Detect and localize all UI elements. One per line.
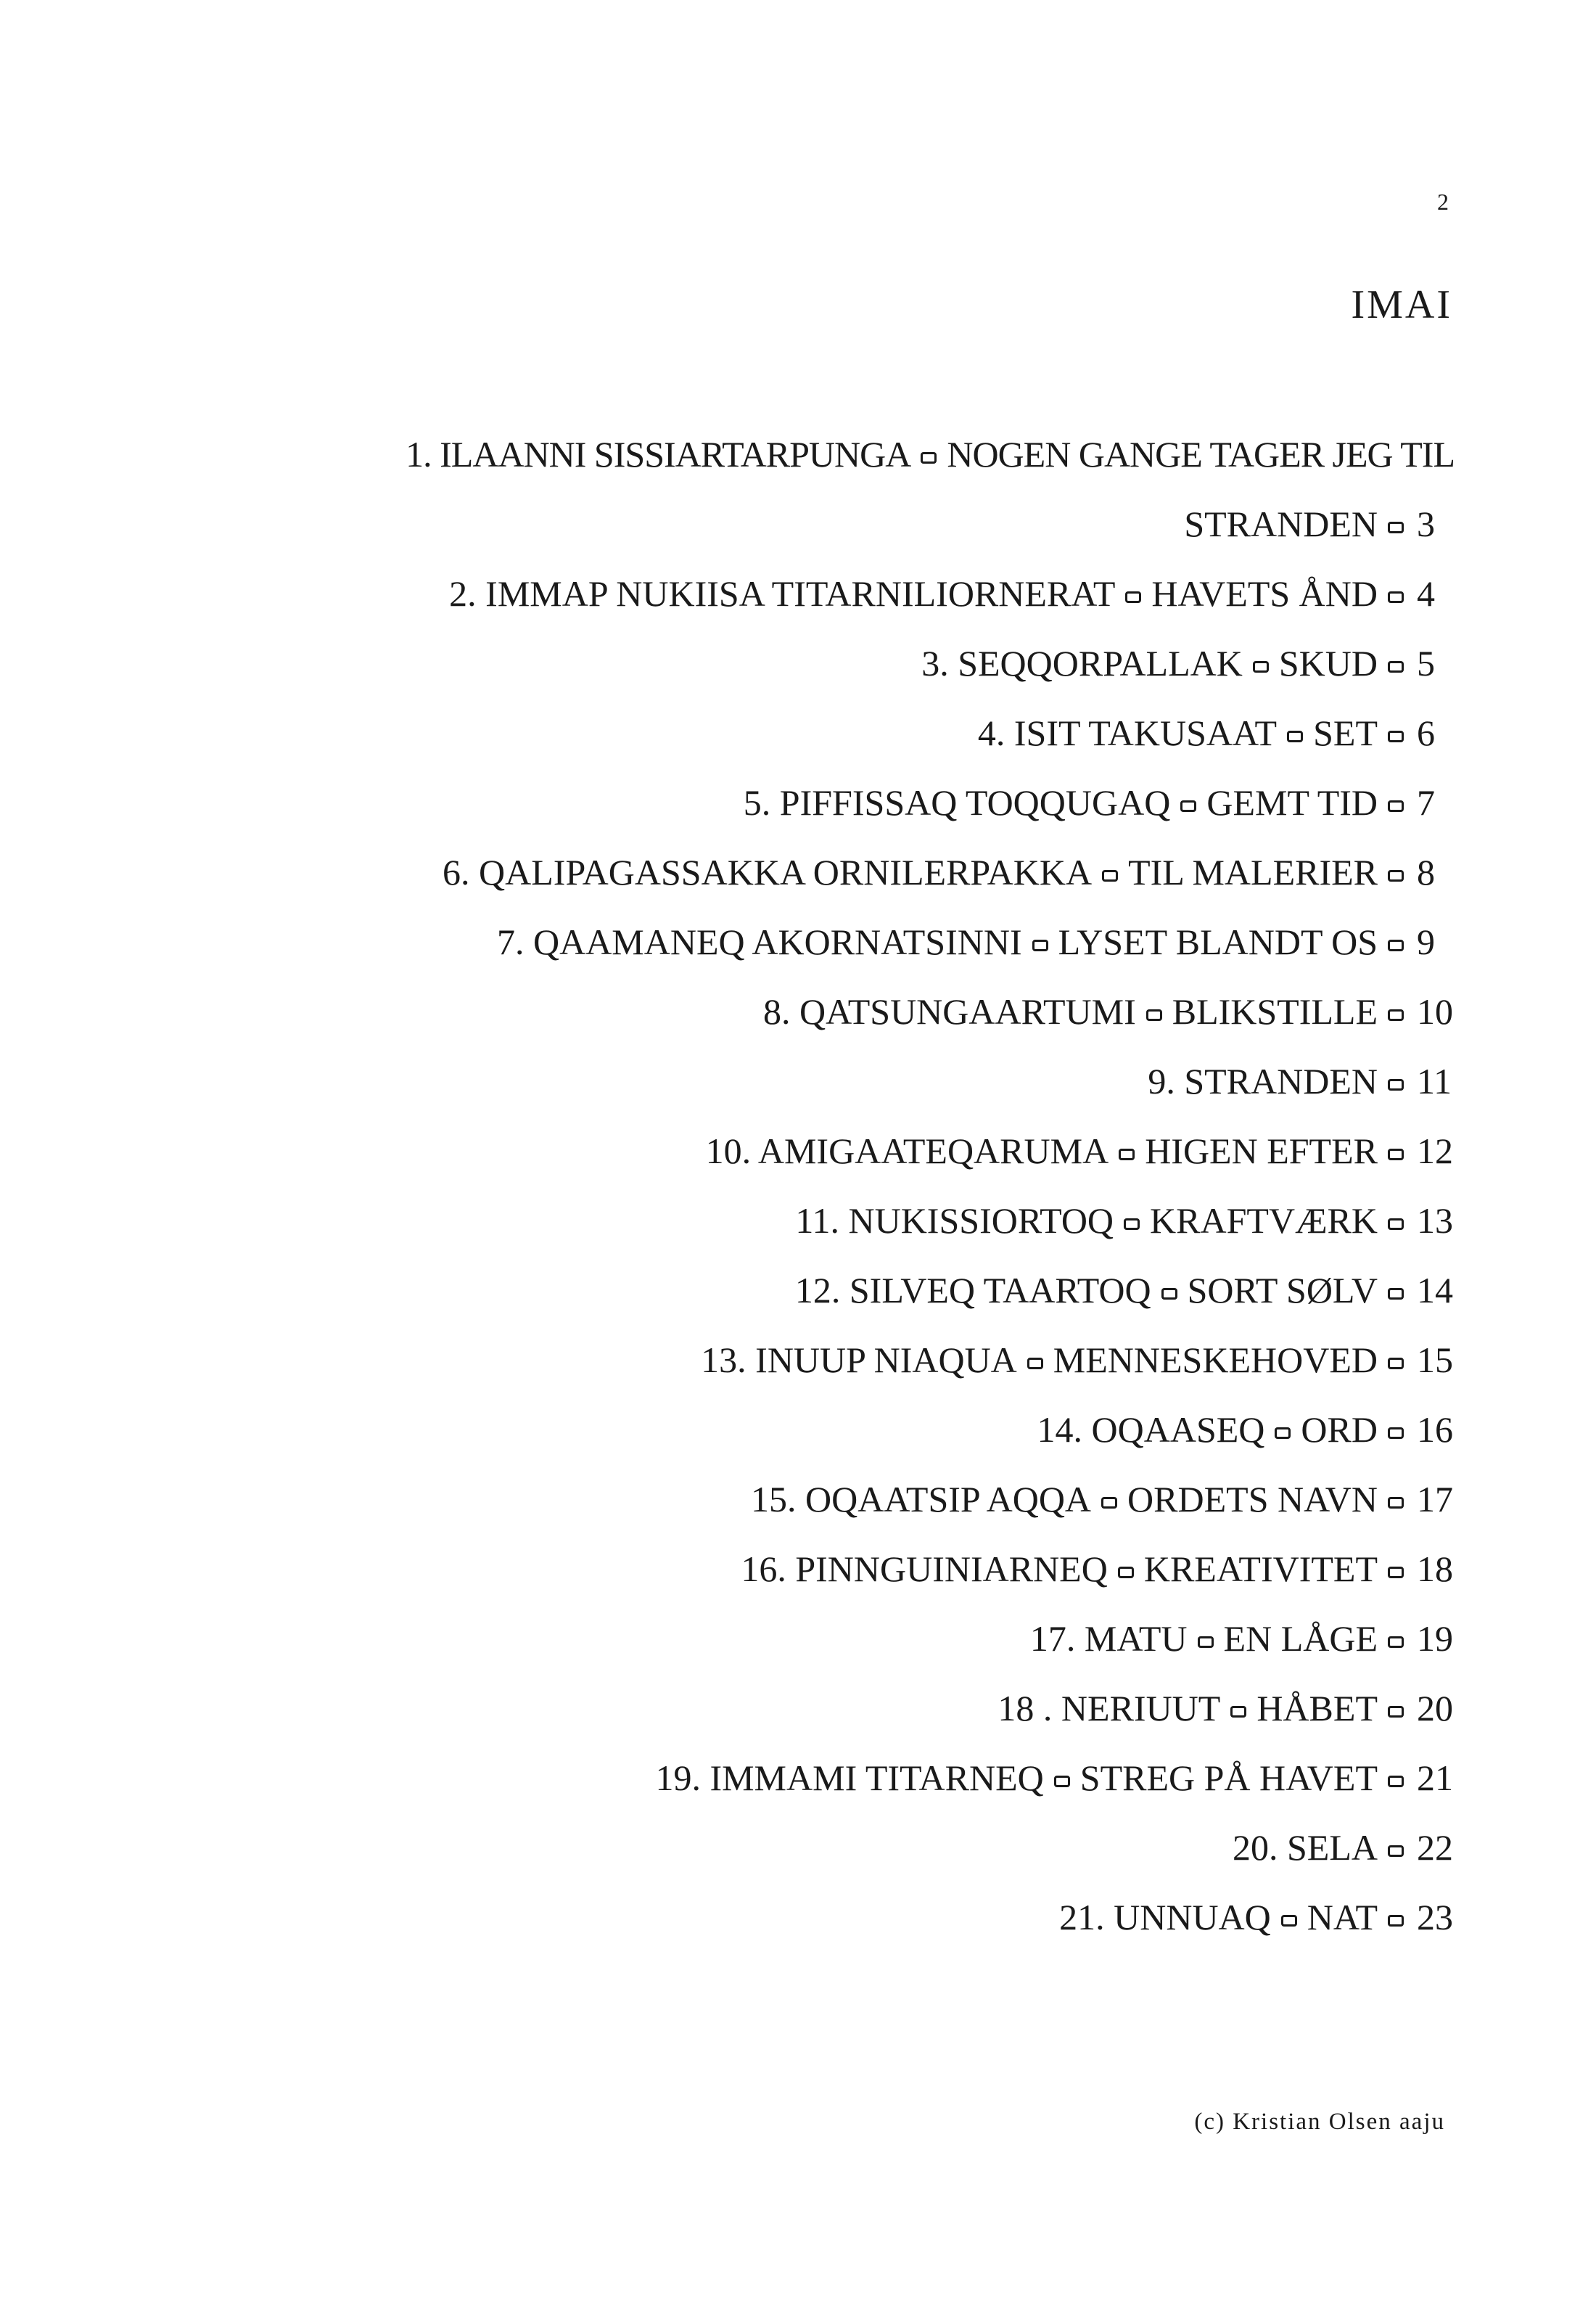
entry-greenlandic-title: INUUP NIAQUA xyxy=(755,1340,1017,1380)
entry-page-number: 22 xyxy=(1417,1827,1453,1868)
entry-danish-title: STREG PÅ HAVET xyxy=(1079,1757,1378,1798)
entry-page-number: 7 xyxy=(1417,782,1435,823)
entry-danish-title: EN LÅGE xyxy=(1223,1618,1378,1659)
entry-page-number: 14 xyxy=(1417,1270,1453,1310)
separator-icon xyxy=(1388,800,1404,812)
entry-number: 2. xyxy=(449,573,477,614)
table-of-contents xyxy=(145,419,1455,1952)
entry-danish-title: MENNESKEHOVED xyxy=(1053,1340,1378,1380)
separator-icon xyxy=(1388,661,1404,673)
entry-number: 19. xyxy=(655,1757,701,1798)
separator-icon xyxy=(1253,661,1269,673)
entry-greenlandic-title: PINNGUINIARNEQ xyxy=(795,1548,1108,1589)
entry-number: 9. xyxy=(1148,1061,1175,1101)
separator-icon xyxy=(1388,1009,1404,1021)
entry-number: 20. xyxy=(1233,1827,1278,1868)
toc-entry-18 xyxy=(145,1673,1455,1743)
separator-icon xyxy=(1388,1915,1404,1927)
entry-danish-title-line2: STRANDEN xyxy=(1184,504,1378,544)
separator-icon xyxy=(1388,1497,1404,1509)
entry-number: 21. xyxy=(1059,1897,1105,1937)
entry-greenlandic-title: MATU xyxy=(1084,1618,1188,1659)
toc-entry-6 xyxy=(145,837,1455,907)
entry-number: 16. xyxy=(741,1548,786,1589)
separator-icon xyxy=(1027,1358,1043,1369)
entry-greenlandic-title: IMMAP NUKIISA TITARNILIORNERAT xyxy=(485,573,1116,614)
entry-greenlandic-title: ISIT TAKUSAAT xyxy=(1013,713,1278,753)
entry-number: 15. xyxy=(751,1479,797,1519)
entry-number: 18 . xyxy=(998,1688,1053,1728)
separator-icon xyxy=(1124,1218,1140,1230)
separator-icon xyxy=(1119,1149,1135,1160)
entry-page-number: 11 xyxy=(1417,1061,1452,1101)
entry-danish-title: SET xyxy=(1313,713,1378,753)
separator-icon xyxy=(1102,870,1118,882)
entry-number: 5. xyxy=(743,782,771,823)
entry-danish-title: HÅBET xyxy=(1256,1688,1378,1728)
entry-danish-title: NAT xyxy=(1307,1897,1378,1937)
toc-entry-12 xyxy=(145,1255,1455,1325)
entry-greenlandic-title: IMMAMI TITARNEQ xyxy=(709,1757,1044,1798)
toc-entry-17 xyxy=(145,1604,1455,1673)
separator-icon xyxy=(1287,731,1303,742)
separator-icon xyxy=(1388,591,1404,603)
toc-entry-1-continued xyxy=(145,489,1455,559)
separator-icon xyxy=(1275,1427,1291,1439)
separator-icon xyxy=(1388,1845,1404,1857)
separator-icon xyxy=(921,452,937,464)
separator-icon xyxy=(1388,1288,1404,1300)
entry-number: 12. xyxy=(794,1270,841,1310)
entry-greenlandic-title: SILVEQ TAARTOQ xyxy=(849,1270,1151,1310)
entry-danish-title: KRAFTVÆRK xyxy=(1150,1200,1378,1241)
toc-entry-9 xyxy=(145,1046,1455,1116)
separator-icon xyxy=(1388,1567,1404,1578)
separator-icon xyxy=(1198,1636,1214,1648)
entry-page-number: 21 xyxy=(1417,1757,1453,1798)
entry-danish-title: HAVETS ÅND xyxy=(1151,573,1378,614)
separator-icon xyxy=(1125,591,1141,603)
entry-number: 11. xyxy=(795,1200,839,1241)
entry-danish-title: LYSET BLANDT OS xyxy=(1058,922,1378,962)
entry-greenlandic-title: ILAANNI SISSIARTARPUNGA xyxy=(440,434,911,475)
toc-entry-7 xyxy=(145,907,1455,977)
entry-number: 10. xyxy=(705,1131,752,1171)
entry-greenlandic-title: OQAATSIP AQQA xyxy=(805,1479,1092,1519)
separator-icon xyxy=(1388,1427,1404,1439)
entry-number: 8. xyxy=(763,991,791,1032)
entry-greenlandic-title: NERIUUT xyxy=(1061,1688,1221,1728)
entry-page-number: 16 xyxy=(1417,1409,1453,1450)
entry-page-number: 17 xyxy=(1417,1479,1453,1519)
entry-page-number: 13 xyxy=(1417,1200,1453,1241)
toc-entry-3 xyxy=(145,628,1455,698)
entry-page-number: 20 xyxy=(1417,1688,1453,1728)
toc-entry-13 xyxy=(145,1325,1455,1395)
toc-entry-20 xyxy=(145,1813,1455,1882)
entry-number: 6. xyxy=(443,852,470,893)
toc-entry-14 xyxy=(145,1395,1455,1464)
entry-number: 1. xyxy=(406,434,432,475)
toc-entry-15 xyxy=(145,1464,1455,1534)
toc-entry-19 xyxy=(145,1743,1455,1813)
separator-icon xyxy=(1161,1288,1177,1300)
separator-icon xyxy=(1032,940,1048,951)
entry-page-number: 5 xyxy=(1417,643,1435,684)
entry-greenlandic-title: UNNUAQ xyxy=(1114,1897,1271,1937)
page-title: IMAI xyxy=(1351,282,1452,327)
separator-icon xyxy=(1388,1079,1404,1091)
entry-page-number: 15 xyxy=(1417,1340,1453,1380)
separator-icon xyxy=(1230,1706,1246,1718)
entry-number: 3. xyxy=(921,643,949,684)
entry-greenlandic-title: QALIPAGASSAKKA ORNILERPAKKA xyxy=(479,852,1093,893)
entry-greenlandic-title: AMIGAATEQARUMA xyxy=(757,1131,1109,1171)
toc-entry-10 xyxy=(145,1116,1455,1186)
toc-entry-1 xyxy=(145,419,1455,489)
entry-danish-title-line1: NOGEN GANGE TAGER JEG TIL xyxy=(947,434,1455,475)
entry-number: 13. xyxy=(701,1340,746,1380)
page-number: 2 xyxy=(1437,189,1449,215)
entry-page-number: 23 xyxy=(1417,1897,1453,1937)
toc-entry-16 xyxy=(145,1534,1455,1604)
separator-icon xyxy=(1118,1567,1134,1578)
entry-number: 4. xyxy=(977,713,1005,753)
copyright-notice: (c) Kristian Olsen aaju xyxy=(1194,2109,1445,2135)
entry-danish-title: HIGEN EFTER xyxy=(1145,1131,1378,1171)
separator-icon xyxy=(1388,1218,1404,1230)
separator-icon xyxy=(1101,1497,1117,1509)
entry-danish-title: ORD xyxy=(1301,1409,1378,1450)
entry-danish-title: GEMT TID xyxy=(1206,782,1378,823)
entry-greenlandic-title: QAAMANEQ AKORNATSINNI xyxy=(532,922,1022,962)
separator-icon xyxy=(1281,1915,1297,1927)
entry-greenlandic-title: STRANDEN xyxy=(1184,1061,1378,1101)
separator-icon xyxy=(1054,1776,1070,1787)
entry-danish-title: BLIKSTILLE xyxy=(1172,991,1378,1032)
separator-icon xyxy=(1388,1776,1404,1787)
separator-icon xyxy=(1388,1358,1404,1369)
separator-icon xyxy=(1388,1149,1404,1160)
separator-icon xyxy=(1388,731,1404,742)
separator-icon xyxy=(1388,870,1404,882)
separator-icon xyxy=(1388,940,1404,951)
toc-entry-2 xyxy=(145,559,1455,628)
entry-number: 7. xyxy=(496,922,525,962)
entry-number: 14. xyxy=(1037,1409,1083,1450)
entry-page-number: 9 xyxy=(1417,922,1435,962)
entry-number: 17. xyxy=(1029,1618,1076,1659)
entry-danish-title: ORDETS NAVN xyxy=(1127,1479,1378,1519)
separator-icon xyxy=(1180,800,1196,812)
separator-icon xyxy=(1388,522,1404,533)
toc-entry-21 xyxy=(145,1882,1455,1952)
toc-entry-5 xyxy=(145,768,1455,837)
entry-greenlandic-title: PIFFISSAQ TOQQUGAQ xyxy=(779,782,1171,823)
separator-icon xyxy=(1146,1009,1162,1021)
entry-greenlandic-title: SELA xyxy=(1287,1827,1378,1868)
separator-icon xyxy=(1388,1706,1404,1718)
entry-page-number: 8 xyxy=(1417,852,1435,893)
entry-page-number: 18 xyxy=(1417,1548,1453,1589)
entry-page-number: 4 xyxy=(1417,573,1435,614)
entry-greenlandic-title: QATSUNGAARTUMI xyxy=(799,991,1136,1032)
entry-danish-title: SKUD xyxy=(1278,643,1378,684)
toc-entry-4 xyxy=(145,698,1455,768)
entry-page-number: 3 xyxy=(1417,504,1435,544)
entry-greenlandic-title: NUKISSIORTOQ xyxy=(848,1200,1114,1241)
toc-entry-8 xyxy=(145,977,1455,1046)
entry-greenlandic-title: OQAASEQ xyxy=(1091,1409,1265,1450)
entry-danish-title: KREATIVITET xyxy=(1143,1548,1378,1589)
separator-icon xyxy=(1388,1636,1404,1648)
entry-page-number: 12 xyxy=(1417,1131,1453,1171)
toc-entry-11 xyxy=(145,1186,1455,1255)
entry-page-number: 6 xyxy=(1417,713,1435,753)
entry-danish-title: SORT SØLV xyxy=(1187,1270,1378,1310)
entry-page-number: 19 xyxy=(1417,1618,1453,1659)
entry-page-number: 10 xyxy=(1417,991,1453,1032)
entry-danish-title: TIL MALERIER xyxy=(1128,852,1378,893)
entry-greenlandic-title: SEQQORPALLAK xyxy=(958,643,1243,684)
